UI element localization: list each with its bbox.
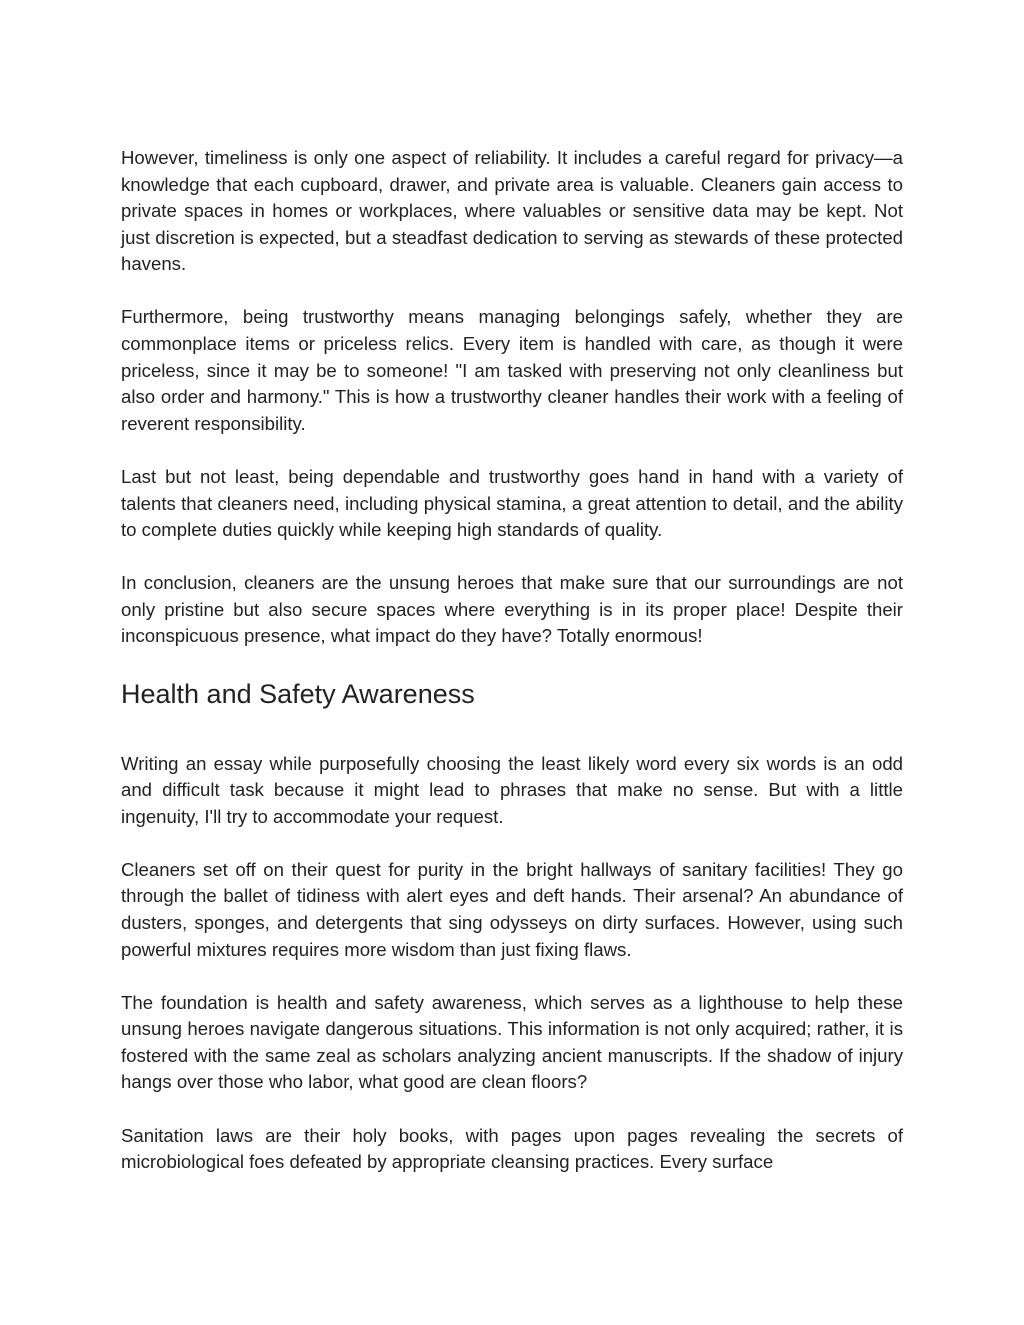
paragraph-reliability-privacy: However, timeliness is only one aspect of reliability. It includes a careful regard for privacy—a knowledge that each cupboard, drawer, and private area is valuable. Cleaners gain access to private spaces in homes or workplaces, where valuables or sensitive data may be kept. Not just discretion is expected, but a steadfast dedication to serving as stewards of these protected havens. — [121, 147, 903, 275]
paragraph-essay-task: Writing an essay while purposefully choosing the least likely word every six words is an odd and difficult task because it might lead to phrases that make no sense. But with a little ingenuity, I'll try to accommodate your request. — [121, 752, 903, 827]
document-page — [121, 145, 903, 1176]
paragraph-talents: Last but not least, being dependable and trustworthy goes hand in hand with a variety of talents that cleaners need, including physical stamina, a great attention to detail, and the ability to complete duties quickly while keeping high standards of quality. — [121, 465, 903, 541]
paragraph-trustworthy-belongings: Furthermore, being trustworthy means managing belongings safely, whether they are commonplace items or priceless relics. Every item is handled with care, as though it were priceless, since it may be to someone! "I am tasked with preserving not only cleanliness but also order and harmony." This is how a trustworthy cleaner handles their work with a feeling of reverent responsibility. — [121, 306, 903, 434]
paragraph-foundation: The foundation is health and safety awareness, which serves as a lighthouse to help these unsung heroes navigate dangerous situations. This information is not only acquired; rather, it is fostered with the same zeal as scholars analyzing ancient manuscripts. If the shadow of injury hangs over those who labor, what good are clean floors? — [121, 991, 903, 1093]
paragraph-conclusion: In conclusion, cleaners are the unsung heroes that make sure that our surroundings are not only pristine but also secure spaces where everything is in its proper place! Despite their inconspicuous presence, what impact do they have? Totally enormous! — [121, 572, 903, 647]
paragraph-sanitation-laws: Sanitation laws are their holy books, with pages upon pages revealing the secrets of microbiological foes defeated by appropriate cleansing practices. Every surface — [121, 1124, 903, 1173]
paragraph-quest-for-purity: Cleaners set off on their quest for purity in the bright hallways of sanitary facilities! They go through the ballet of tidiness with alert eyes and deft hands. Their arsenal? An abundance of dusters, sponges, and detergents that sing odysseys on dirty surfaces. However, using such powerful mixtures requires more wisdom than just fixing flaws. — [121, 858, 903, 960]
section-heading: Health and Safety Awareness — [121, 678, 475, 709]
